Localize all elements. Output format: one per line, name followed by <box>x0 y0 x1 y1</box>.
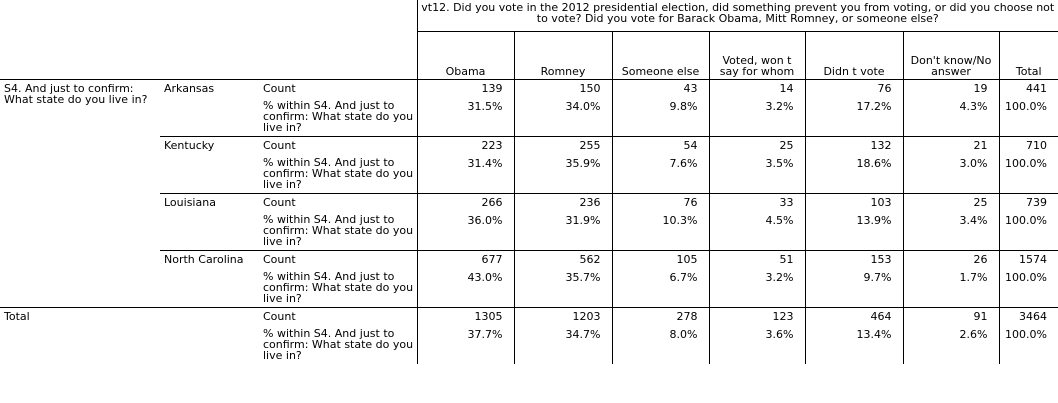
pct-cell: 13.4% <box>805 325 903 364</box>
row-variable-label: S4. And just to confirm: What state do you live in? <box>4 82 148 106</box>
count-cell: 223 <box>417 137 514 155</box>
pct-cell: 31.4% <box>417 154 514 194</box>
count-cell: 14 <box>709 80 805 98</box>
pct-cell: 35.9% <box>514 154 612 194</box>
pct-cell: 31.5% <box>417 97 514 137</box>
count-cell: 103 <box>805 194 903 212</box>
pct-cell: 17.2% <box>805 97 903 137</box>
pct-cell: 31.9% <box>514 211 612 251</box>
column-header-obama: Obama <box>417 32 514 80</box>
count-cell: 1305 <box>417 308 514 326</box>
count-cell: 76 <box>805 80 903 98</box>
pct-cell: 18.6% <box>805 154 903 194</box>
total-row <box>0 325 1058 364</box>
state-label: Louisiana <box>160 194 261 251</box>
pct-cell: 43.0% <box>417 268 514 308</box>
pct-cell: 3.4% <box>903 211 999 251</box>
column-header-voted-wont-say: Voted, won t say for whom <box>709 32 805 80</box>
column-header-romney: Romney <box>514 32 612 80</box>
question-header: vt12. Did you vote in the 2012 presidential election, did something prevent you from voting, or did you choose not to vote? Did you vote for Barack Obama, Mitt Romney, or someone else? <box>417 0 1058 32</box>
stat-label-pct: % within S4. And just to confirm: What state do you live in? <box>263 213 414 248</box>
stat-label-pct: % within S4. And just to confirm: What state do you live in? <box>263 156 414 191</box>
pct-cell: 4.5% <box>709 211 805 251</box>
pct-cell: 34.7% <box>514 325 612 364</box>
table-row <box>0 80 1058 98</box>
total-label: Total <box>0 308 261 326</box>
count-cell: 26 <box>903 251 999 269</box>
pct-cell: 13.9% <box>805 211 903 251</box>
stat-label-count: Count <box>261 194 417 212</box>
count-cell: 33 <box>709 194 805 212</box>
count-cell: 255 <box>514 137 612 155</box>
pct-cell: 8.0% <box>612 325 709 364</box>
pct-cell: 35.7% <box>514 268 612 308</box>
column-header-total: Total <box>999 32 1058 80</box>
column-header-someone-else: Someone else <box>612 32 709 80</box>
count-cell: 562 <box>514 251 612 269</box>
count-cell: 441 <box>999 80 1058 98</box>
pct-cell: 100.0% <box>999 154 1058 194</box>
pct-cell: 100.0% <box>999 268 1058 308</box>
pct-cell: 100.0% <box>999 211 1058 251</box>
state-label: Kentucky <box>160 137 261 194</box>
pct-cell: 7.6% <box>612 154 709 194</box>
count-cell: 25 <box>709 137 805 155</box>
count-cell: 677 <box>417 251 514 269</box>
total-row <box>0 308 1058 326</box>
column-header-didnt-vote: Didn t vote <box>805 32 903 80</box>
state-label: Arkansas <box>164 82 215 95</box>
count-cell: 105 <box>612 251 709 269</box>
count-cell: 132 <box>805 137 903 155</box>
pct-cell: 100.0% <box>999 325 1058 364</box>
stat-label-count: Count <box>261 308 417 326</box>
count-cell: 19 <box>903 80 999 98</box>
pct-cell: 3.6% <box>709 325 805 364</box>
count-cell: 153 <box>805 251 903 269</box>
pct-cell: 9.7% <box>805 268 903 308</box>
header-title-row <box>0 0 1058 32</box>
pct-cell: 3.5% <box>709 154 805 194</box>
count-cell: 25 <box>903 194 999 212</box>
pct-cell: 1.7% <box>903 268 999 308</box>
count-cell: 1203 <box>514 308 612 326</box>
count-cell: 21 <box>903 137 999 155</box>
stat-label-pct: % within S4. And just to confirm: What state do you live in? <box>263 327 414 362</box>
pct-cell: 3.2% <box>709 268 805 308</box>
pct-cell: 100.0% <box>999 97 1058 137</box>
count-cell: 3464 <box>999 308 1058 326</box>
count-cell: 51 <box>709 251 805 269</box>
count-cell: 123 <box>709 308 805 326</box>
pct-cell: 9.8% <box>612 97 709 137</box>
pct-cell: 36.0% <box>417 211 514 251</box>
pct-cell: 10.3% <box>612 211 709 251</box>
count-cell: 236 <box>514 194 612 212</box>
state-label: North Carolina <box>160 251 261 308</box>
stat-label-pct: % within S4. And just to confirm: What state do you live in? <box>263 270 414 305</box>
count-cell: 739 <box>999 194 1058 212</box>
count-cell: 710 <box>999 137 1058 155</box>
count-cell: 464 <box>805 308 903 326</box>
count-cell: 91 <box>903 308 999 326</box>
count-cell: 43 <box>612 80 709 98</box>
count-cell: 266 <box>417 194 514 212</box>
pct-cell: 6.7% <box>612 268 709 308</box>
pct-cell: 34.0% <box>514 97 612 137</box>
count-cell: 1574 <box>999 251 1058 269</box>
count-cell: 139 <box>417 80 514 98</box>
pct-cell: 37.7% <box>417 325 514 364</box>
pct-cell: 3.2% <box>709 97 805 137</box>
pct-cell: 2.6% <box>903 325 999 364</box>
stat-label-count: Count <box>261 137 417 155</box>
pct-cell: 3.0% <box>903 154 999 194</box>
stat-label-pct: % within S4. And just to confirm: What state do you live in? <box>263 99 414 134</box>
stat-label-count: Count <box>261 251 417 269</box>
count-cell: 150 <box>514 80 612 98</box>
count-cell: 54 <box>612 137 709 155</box>
column-header-dont-know: Don't know/No answer <box>903 32 999 80</box>
pct-cell: 4.3% <box>903 97 999 137</box>
count-cell: 76 <box>612 194 709 212</box>
count-cell: 278 <box>612 308 709 326</box>
stat-label-count: Count <box>263 82 296 95</box>
header-columns-row <box>0 32 1058 80</box>
